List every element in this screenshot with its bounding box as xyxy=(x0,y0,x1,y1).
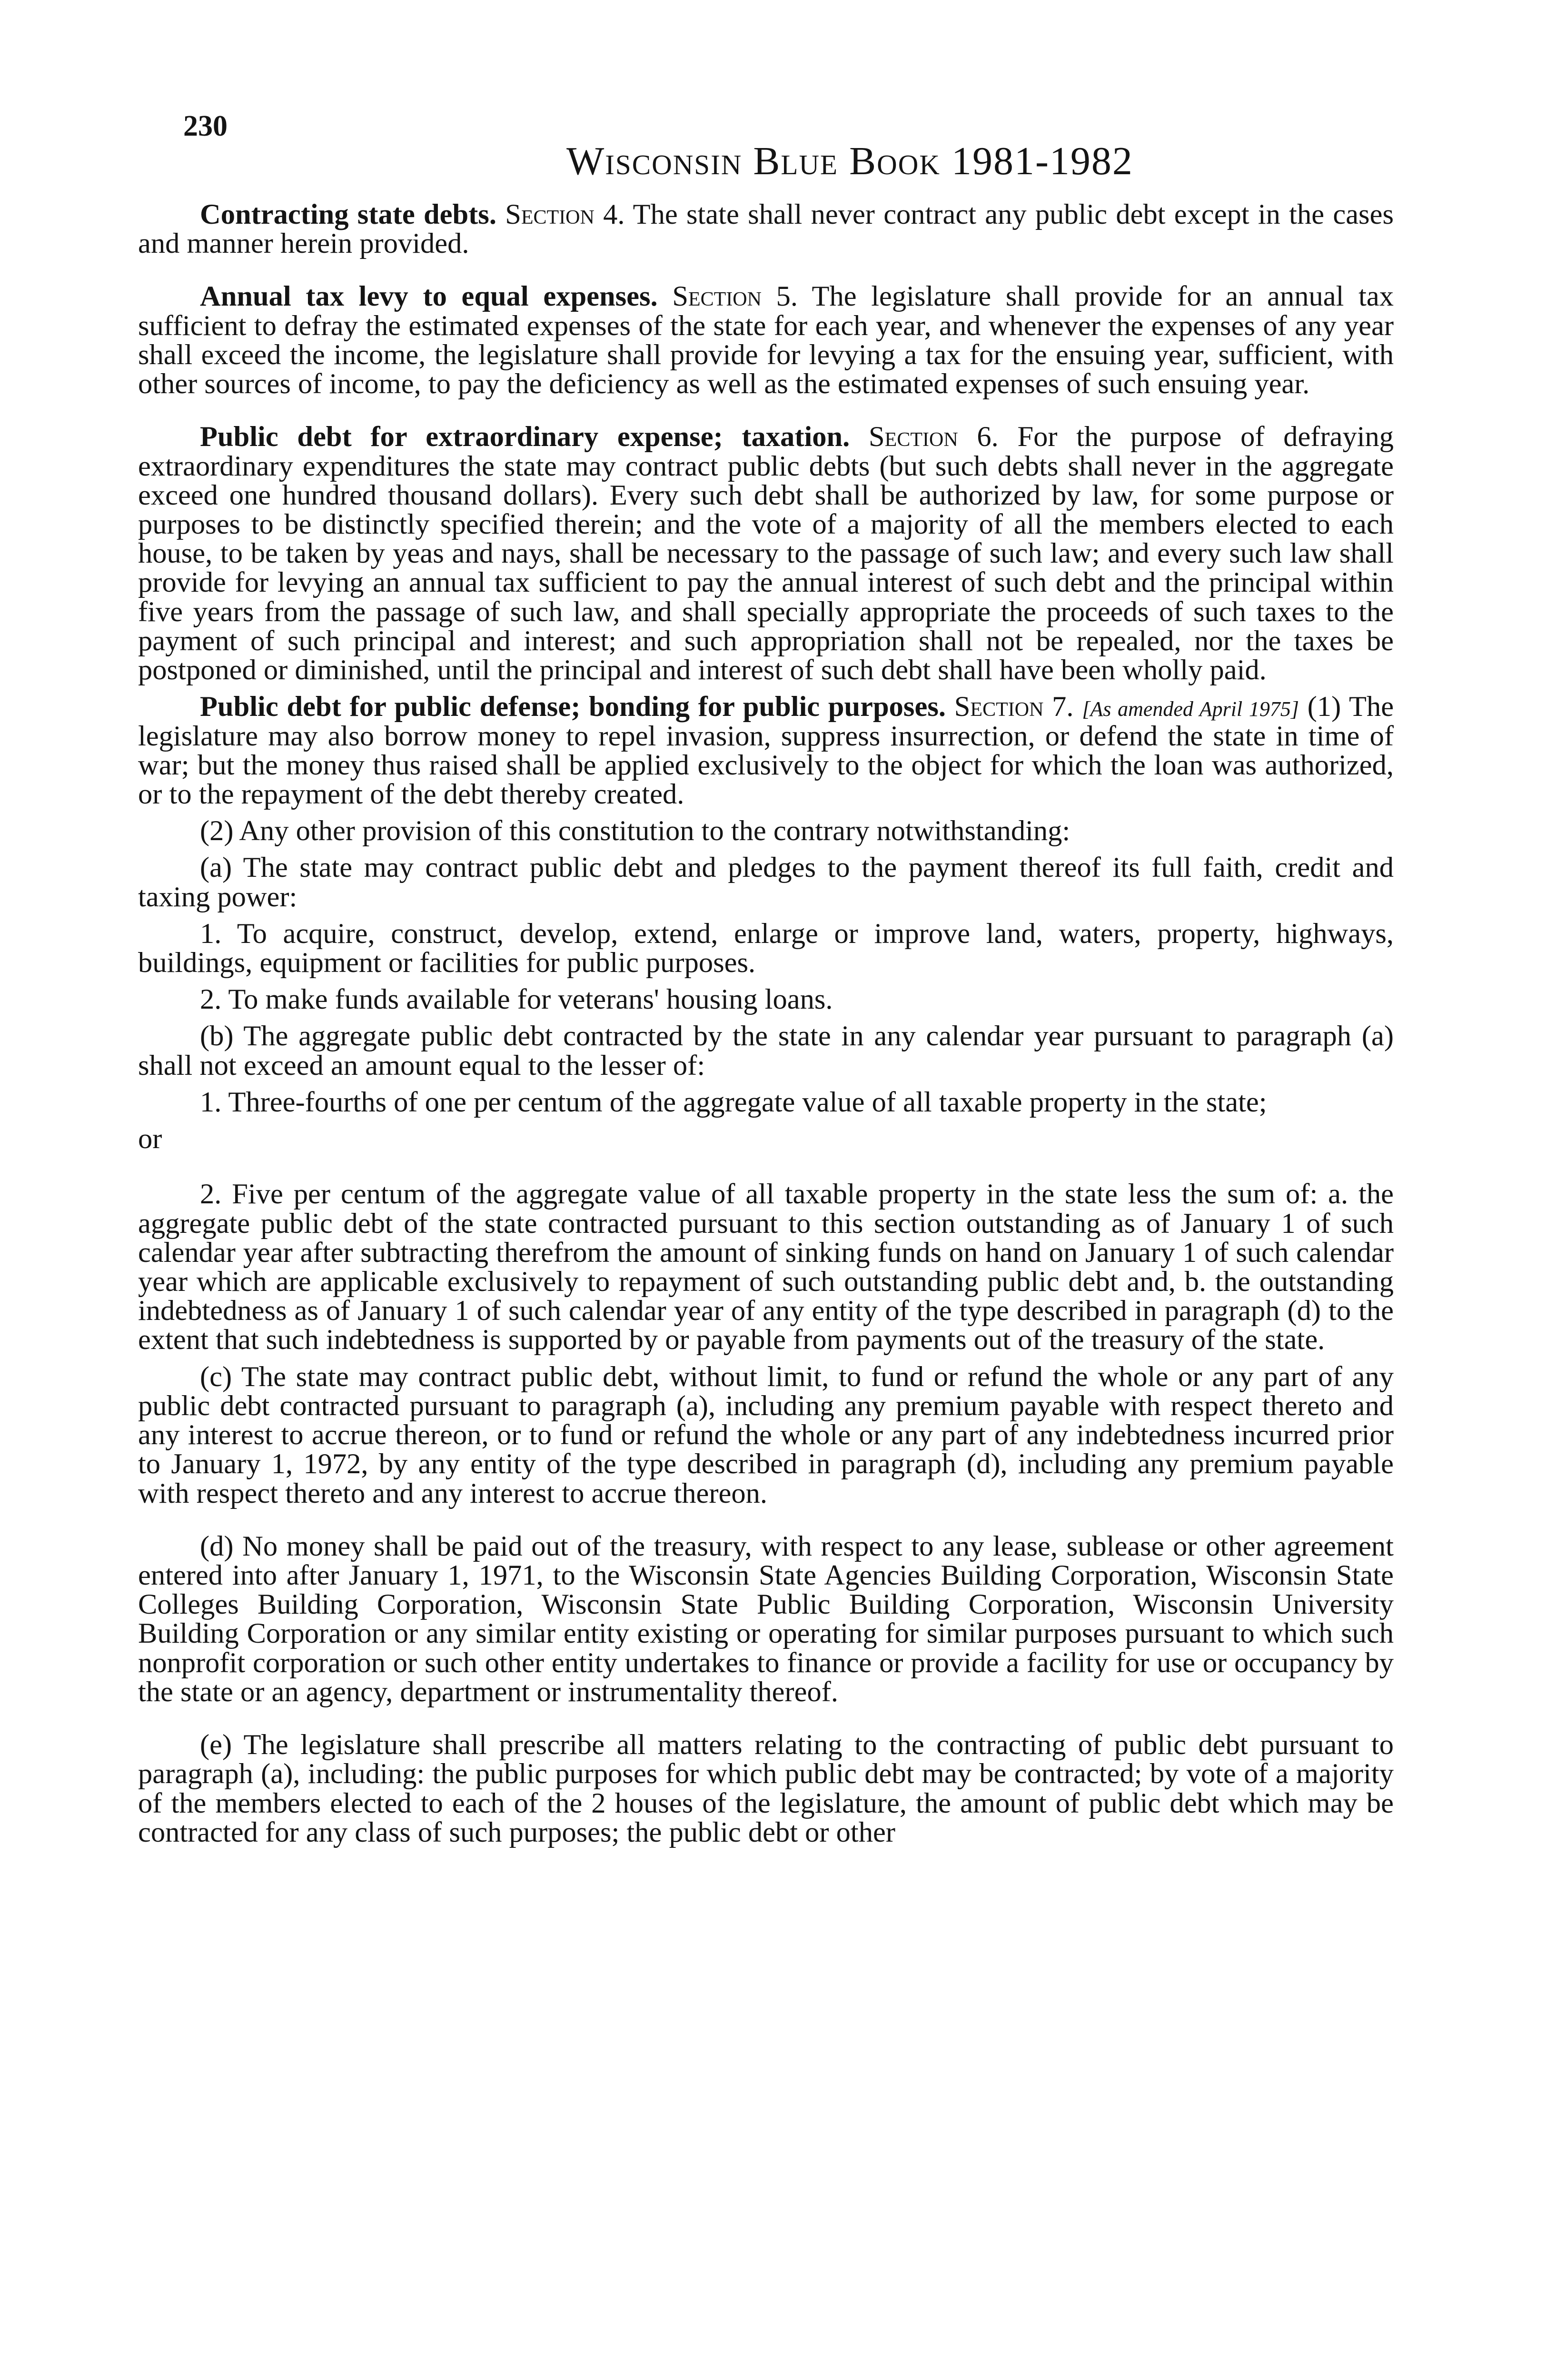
section-7-heading: Public debt for public defense; bonding for public purposes. xyxy=(200,691,946,723)
section-5-text: The legislature shall provide for an annual tax sufficient to defray the estimated expenses of the state for each year, and whenever the expenses of any year shall exceed the income, the legislature shall provide for levying a tax for the ensuing year, sufficient, with other sources of income, to pay the deficiency as well as the estimated expenses of such ensuing year. xyxy=(138,280,1394,400)
section-7-label: Section 7. xyxy=(954,691,1074,723)
section-7-paragraph-e: (e) The legislature shall prescribe all matters relating to the contracting of public debt pursuant to paragraph (a), including: the public purposes for which public debt may be contracted; by vote of a majority of the members elected to each of the 2 houses of the legislature, the amount of public debt which may be contracted for any class of such purposes; the public debt or other xyxy=(138,1729,1394,1848)
section-7-paragraph-b: (b) The aggregate public debt contracted by the state in any calendar year pursuant to paragraph (a) shall not exceed an amount equal to the lesser of: xyxy=(138,1020,1394,1081)
section-5-paragraph xyxy=(138,282,1394,398)
page-header xyxy=(138,0,1394,200)
section-7-paragraph-b-item-2: 2. Five per centum of the aggregate value of all taxable property in the state less the sum of: a. the aggregate public debt of the state contracted pursuant to this section outstanding as of January 1 of such calendar year after subtracting therefrom the amount of sinking funds on hand on January 1 of such calendar year which are applicable exclusively to repayment of such outstanding public debt and, b. the outstanding indebtedness as of January 1 of such calendar year of any entity of the type described in paragraph (d) to the extent that such indebtedness is supported by or payable from payments out of the treasury of the state. xyxy=(138,1178,1394,1356)
section-7-paragraph-b-item-1: 1. Three-fourths of one per centum of the aggregate value of all taxable property in the state; xyxy=(200,1086,1267,1118)
section-4-heading: Contracting state debts. xyxy=(200,198,496,230)
section-5-heading: Annual tax levy to equal expenses. xyxy=(200,280,658,313)
section-6-label: Section 6. xyxy=(869,421,999,453)
section-4-label: Section 4. xyxy=(505,198,625,230)
section-7-paragraph-c: (c) The state may contract public debt, without limit, to fund or refund the whole or any part of any public debt contracted pursuant to paragraph (a), including any premium payable with respect thereto and any interest to accrue thereon, or to fund or refund the whole or any part of any indebtedness incurred prior to January 1, 1972, by any entity of the type described in paragraph (d), including any premium payable with respect thereto and any interest to accrue thereon. xyxy=(138,1360,1394,1509)
section-6-heading: Public debt for extraordinary expense; taxation. xyxy=(200,421,850,453)
section-5-label: Section 5. xyxy=(672,280,798,313)
section-4-paragraph xyxy=(138,200,1394,258)
section-7-subsection-1: (1) The legislature may also borrow money to repel invasion, suppress insurrection, or defend the state in time of war; but the money thus raised shall be applied exclusively to the object for which the loan was authorized, or to the repayment of the debt thereby created. xyxy=(138,691,1394,810)
section-6-text: For the purpose of defraying extraordinary expenditures the state may contract public debts (but such debts shall never in the aggregate exceed one hundred thousand dollars). Every such debt shall be authorized by law, for some purpose or purposes to be distinctly specified therein; and the vote of a majority of all the members elected to each house, to be taken by yeas and nays, shall be necessary to the passage of such law; and every such law shall provide for levying an annual tax sufficient to pay the annual interest of such debt and the principal within five years from the passage of such law, and shall specially appropriate the proceeds of such taxes to the payment of such principal and interest; and such appropriation shall not be repealed, nor the taxes be postponed or diminished, until the principal and interest of such debt shall have been wholly paid. xyxy=(138,421,1394,686)
section-7-heading-paragraph xyxy=(138,692,1394,809)
constitution-text xyxy=(138,200,1394,1847)
amendment-note: [As amended April 1975] xyxy=(1082,697,1299,721)
section-4-text: The state shall never contract any public debt except in the cases and manner herein provided. xyxy=(138,198,1394,260)
section-7-paragraph-a-item-1: 1. To acquire, construct, develop, extend, enlarge or improve land, waters, property, highways, buildings, equipment or facilities for public purposes. xyxy=(138,917,1394,979)
section-7-paragraph-d: (d) No money shall be paid out of the treasury, with respect to any lease, sublease or other agreement entered into after January 1, 1971, to the Wisconsin State Agencies Building Corporation, Wisconsin State Colleges Building Corporation, Wisconsin State Public Building Corporation, Wisconsin University Building Corporation or any similar entity existing or operating for similar purposes pursuant to which such nonprofit corporation or such other entity undertakes to finance or provide a facility for use or occupancy by the state or an agency, department or instrumentality thereof. xyxy=(138,1530,1394,1708)
running-title: Wisconsin Blue Book 1981-1982 xyxy=(566,139,1133,183)
page-number: 230 xyxy=(183,110,228,142)
section-6-paragraph xyxy=(138,422,1394,684)
section-7-subsection-2: (2) Any other provision of this constitution to the contrary notwithstanding: xyxy=(200,815,1070,847)
section-7-paragraph-a-item-2: 2. To make funds available for veterans' housing loans. xyxy=(200,983,833,1016)
section-7-paragraph-a: (a) The state may contract public debt and pledges to the payment thereof its full faith, credit and taxing power: xyxy=(138,852,1394,913)
section-7-or-connector: or xyxy=(138,1123,162,1155)
